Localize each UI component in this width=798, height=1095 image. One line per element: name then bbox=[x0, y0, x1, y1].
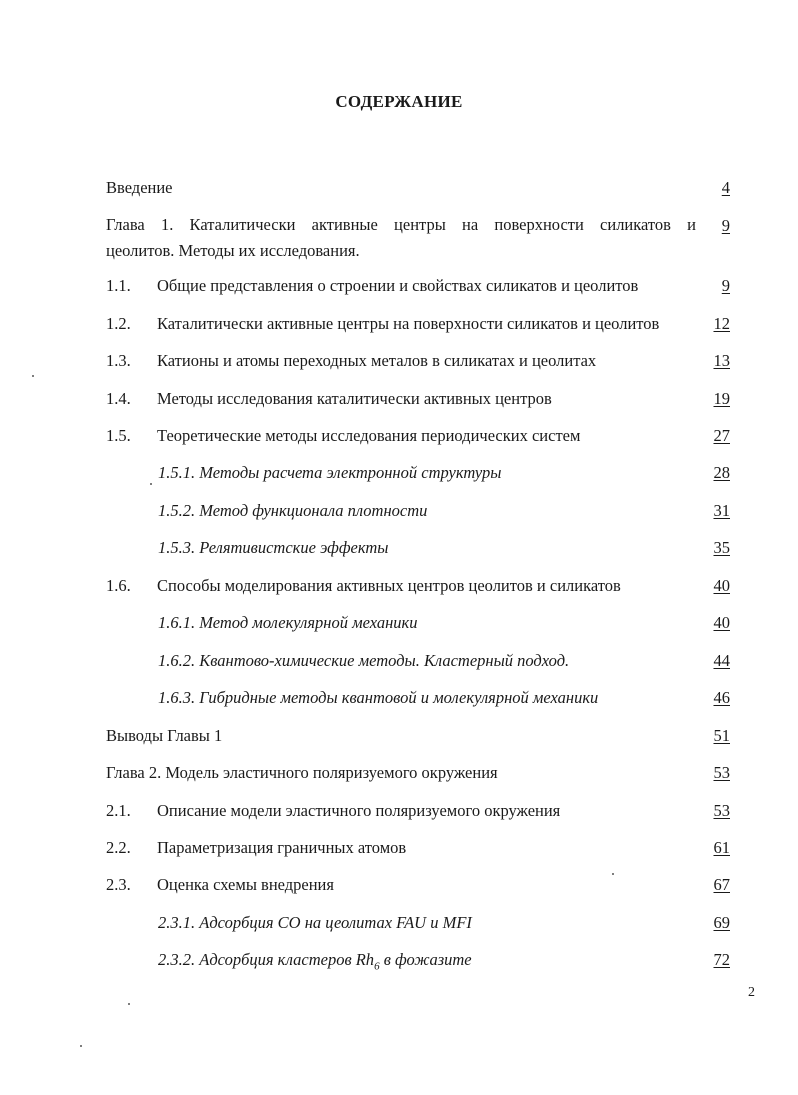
toc-entry-1-5-2[interactable] bbox=[106, 497, 746, 524]
toc-entry-text-line-1: Глава 1. Каталитически активные центры на поверхности силикатов и bbox=[106, 215, 696, 234]
toc-entry-text: 1.5.2. Метод функционала плотности bbox=[158, 501, 428, 520]
toc-entry-1-6[interactable] bbox=[106, 572, 746, 599]
toc-entry-text: Каталитически активные центры на поверхности силикатов и цеолитов bbox=[157, 314, 660, 333]
toc-entry-page-link[interactable]: 9 bbox=[721, 216, 730, 235]
toc-entry-1-5-1[interactable] bbox=[106, 459, 746, 486]
toc-entry-1-3[interactable] bbox=[106, 347, 746, 374]
toc-entry-page-link[interactable]: 46 bbox=[713, 688, 730, 707]
toc-entry-chapter-1-conclusions[interactable] bbox=[106, 722, 746, 749]
scan-speck bbox=[32, 375, 34, 377]
toc-entry-page-link[interactable]: 35 bbox=[713, 538, 730, 557]
scan-speck bbox=[150, 483, 152, 485]
toc-entry-text: 2.3.1. Адсорбция CO на цеолитах FAU и MFI bbox=[158, 913, 472, 932]
toc-entry-text: Введение bbox=[106, 178, 173, 197]
toc-entry-2-3[interactable] bbox=[106, 871, 746, 898]
toc-entry-number: 2.3. bbox=[106, 875, 131, 894]
scan-speck bbox=[612, 873, 614, 875]
toc-entry-page-link[interactable]: 13 bbox=[713, 351, 730, 370]
toc-entry-page-link[interactable]: 4 bbox=[721, 178, 730, 197]
toc-entry-1-4[interactable] bbox=[106, 385, 746, 412]
toc-entry-text bbox=[106, 212, 696, 264]
toc-entry-2-3-2[interactable] bbox=[106, 946, 746, 973]
toc-entry-chapter-2[interactable] bbox=[106, 759, 746, 786]
page-title: СОДЕРЖАНИЕ bbox=[335, 92, 463, 111]
toc-entry-text: 1.6.1. Метод молекулярной механики bbox=[158, 613, 418, 632]
toc-entry-text-line-2: цеолитов. Методы их исследования. bbox=[106, 241, 360, 260]
toc-entry-2-2[interactable] bbox=[106, 834, 746, 861]
toc-entry-page-link[interactable]: 12 bbox=[713, 314, 730, 333]
toc-entry-number: 2.2. bbox=[106, 838, 131, 857]
toc-entry-text: Катионы и атомы переходных металов в силикатах и цеолитах bbox=[157, 351, 597, 370]
toc-entry-page-link[interactable]: 40 bbox=[713, 576, 730, 595]
toc-entry-number: 1.5. bbox=[106, 426, 131, 445]
scan-speck bbox=[128, 1003, 130, 1005]
toc-entry-2-1[interactable] bbox=[106, 797, 746, 824]
toc-entry-number: 1.1. bbox=[106, 276, 131, 295]
toc-entry-1-2[interactable] bbox=[106, 310, 746, 337]
page-number: 2 bbox=[748, 985, 755, 1000]
toc-entry-text: Глава 2. Модель эластичного поляризуемого окружения bbox=[106, 763, 498, 782]
toc-entry-text: Общие представления о строении и свойствах силикатов и цеолитов bbox=[157, 276, 639, 295]
toc-entry-number: 1.4. bbox=[106, 389, 131, 408]
toc-entry-page-link[interactable]: 31 bbox=[713, 501, 730, 520]
toc-entry-2-3-1[interactable] bbox=[106, 909, 746, 936]
toc-entry-number: 1.3. bbox=[106, 351, 131, 370]
toc-entry-page-link[interactable]: 27 bbox=[713, 426, 730, 445]
toc-entry-number: 1.6. bbox=[106, 576, 131, 595]
toc-entry-text: 1.5.1. Методы расчета электронной структуры bbox=[158, 463, 502, 482]
toc-entry-page-link[interactable]: 67 bbox=[713, 875, 730, 894]
toc-entry-text: Теоретические методы исследования периодических систем bbox=[157, 426, 581, 445]
toc-entry-chapter-1[interactable] bbox=[106, 212, 746, 266]
toc-entry-page-link[interactable]: 61 bbox=[713, 838, 730, 857]
toc-entry-text: 1.5.3. Релятивистские эффекты bbox=[158, 538, 389, 557]
toc-entry-1-5[interactable] bbox=[106, 422, 746, 449]
toc-entry-1-6-3[interactable] bbox=[106, 684, 746, 711]
toc-entry-1-6-2[interactable] bbox=[106, 647, 746, 674]
toc-entry-page-link[interactable]: 72 bbox=[713, 950, 730, 969]
toc-entry-text: Выводы Главы 1 bbox=[106, 726, 223, 745]
toc-entry-page-link[interactable]: 9 bbox=[721, 276, 730, 295]
toc-entry-number: 1.2. bbox=[106, 314, 131, 333]
toc-entry-text: Методы исследования каталитически активных центров bbox=[157, 389, 552, 408]
toc-entry-text: Оценка схемы внедрения bbox=[157, 875, 334, 894]
toc-entry-page-link[interactable]: 51 bbox=[713, 726, 730, 745]
toc-entry-text: Параметризация граничных атомов bbox=[157, 838, 407, 857]
toc-entry-text: Описание модели эластичного поляризуемого окружения bbox=[157, 801, 561, 820]
toc-entry-page-link[interactable]: 40 bbox=[713, 613, 730, 632]
toc-entry-subscript: 6 bbox=[374, 960, 380, 973]
toc-entry-page-link[interactable]: 69 bbox=[713, 913, 730, 932]
toc-entry-page-link[interactable]: 53 bbox=[713, 763, 730, 782]
toc-entry-text: 1.6.2. Квантово-химические методы. Кластерный подход. bbox=[158, 651, 570, 670]
toc-entry-text: 1.6.3. Гибридные методы квантовой и молекулярной механики bbox=[158, 688, 599, 707]
toc-entry-page-link[interactable]: 19 bbox=[713, 389, 730, 408]
toc-entry-page-link[interactable]: 53 bbox=[713, 801, 730, 820]
toc-entry-text-before: 2.3.2. Адсорбция кластеров Rh bbox=[158, 950, 375, 969]
toc-entry-text: Способы моделирования активных центров цеолитов и силикатов bbox=[157, 576, 621, 595]
scan-speck bbox=[80, 1045, 82, 1047]
toc-entry-text bbox=[158, 946, 472, 980]
toc-entry-page-link[interactable]: 44 bbox=[713, 651, 730, 670]
toc-entry-introduction[interactable] bbox=[106, 174, 746, 201]
toc-entry-page-link[interactable]: 28 bbox=[713, 463, 730, 482]
toc-entry-1-6-1[interactable] bbox=[106, 609, 746, 636]
toc-entry-number: 2.1. bbox=[106, 801, 131, 820]
toc-entry-1-5-3[interactable] bbox=[106, 534, 746, 561]
toc-entry-text-after: в фожазите bbox=[379, 950, 472, 969]
toc-entry-1-1[interactable] bbox=[106, 272, 746, 299]
